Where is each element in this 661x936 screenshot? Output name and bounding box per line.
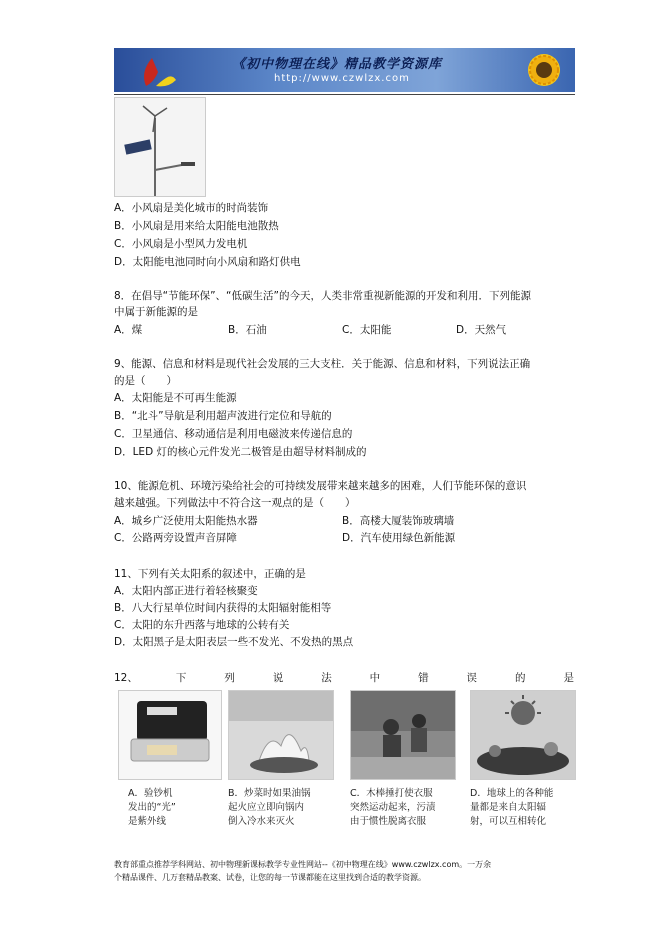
q12-caption-b-line: 倒入冷水来灭火 <box>228 816 295 827</box>
q12-caption-a-line: 发出的“光” <box>128 802 176 813</box>
q12-caption-a <box>128 787 176 829</box>
streetlight-icon <box>115 98 205 196</box>
q11-option-d: D．太阳黑子是太阳表层一些不发光、不发热的黑点 <box>114 636 354 648</box>
prev-option-d: D．太阳能电池同时向小风扇和路灯供电 <box>114 256 301 268</box>
q10-option-a: A．城乡广泛使用太阳能热水器 <box>114 515 258 527</box>
q12-caption-c-line: 突然运动起来，污渍 <box>350 802 436 813</box>
q12-caption-a-line: A．验钞机 <box>128 788 173 799</box>
sun-energy-icon <box>471 691 575 779</box>
q12-stem-char: 法 <box>321 672 332 684</box>
site-title: 《初中物理在线》精品教学资源库 <box>232 57 443 72</box>
q8-option-b: B．石油 <box>228 324 267 336</box>
footer-line1: 教育部重点推荐学科网站、初中物理新课标教学专业性网站--《初中物理在线》www.czwlzx.com。一万余 <box>114 860 492 869</box>
q12-stem-char: 误 <box>466 672 478 684</box>
q9-option-b: B．“北斗”导航是利用超声波进行定位和导航的 <box>114 410 332 422</box>
q12-caption-b <box>228 787 311 829</box>
q10-option-c: C．公路两旁设置声音屏障 <box>114 532 237 544</box>
q9-stem-line1: 9、能源、信息和材料是现代社会发展的三大支柱．关于能源、信息和材料，下列说法正确 <box>114 358 531 370</box>
q12-stem-char: 12、 <box>114 672 138 684</box>
q8-option-d: D．天然气 <box>456 324 507 336</box>
q12-stem-char: 说 <box>272 672 284 684</box>
header-banner <box>114 48 575 92</box>
q11-option-a: A．太阳内部正进行着轻核聚变 <box>114 585 258 597</box>
q10-stem-line2: 越来越强。下列做法中不符合这一观点的是（ ） <box>114 497 356 509</box>
prev-option-c: C．小风扇是小型风力发电机 <box>114 238 248 250</box>
footer-line2: 个精品课件、几万套精品教案、试卷，让您的每一节课都能在这里找到合适的教学资源。 <box>114 873 426 882</box>
q12-caption-c <box>350 787 436 829</box>
q12-caption-a-line: 是紫外线 <box>128 816 167 827</box>
header-rule <box>114 94 575 95</box>
q8-option-c: C．太阳能 <box>342 324 392 336</box>
q12-stem-char: 列 <box>224 672 235 684</box>
q12-stem-char: 错 <box>418 672 429 684</box>
q12-caption-d-line: 量都是来自太阳辐 <box>470 802 547 813</box>
q8-option-a: A．煤 <box>114 324 143 336</box>
q12-caption-b-line: B．炒菜时如果油锅 <box>228 788 311 799</box>
wind-solar-streetlight-image <box>114 97 206 197</box>
q12-image-d-sun-energy <box>470 690 576 780</box>
q9-option-a: A．太阳能是不可再生能源 <box>114 392 237 404</box>
q12-caption-d <box>470 787 553 829</box>
q8-stem-line2: 中属于新能源的是 <box>114 306 198 318</box>
q12-caption-d-line: D．地球上的各种能 <box>470 788 554 799</box>
q9-stem-line2: 的是（ ） <box>114 375 177 387</box>
q12-stem-char: 下 <box>175 672 187 684</box>
q8-stem-line1: 8．在倡导“节能环保”、“低碳生活”的今天，人类非常重视新能源的开发和利用．下列能源 <box>114 290 531 302</box>
q12-image-a-money-detector <box>118 690 222 780</box>
q11-option-c: C．太阳的东升西落与地球的公转有关 <box>114 619 290 631</box>
q12-stem-char: 是 <box>563 672 574 684</box>
q11-stem: 11、下列有关太阳系的叙述中，正确的是 <box>114 568 306 580</box>
q12-stem <box>114 670 574 686</box>
q10-option-b: B．高楼大厦装饰玻璃墙 <box>342 515 455 527</box>
site-url: http://www.czwlzx.com <box>274 73 410 84</box>
prev-option-b: B．小风扇是用来给太阳能电池散热 <box>114 220 279 232</box>
q9-option-d: D．LED 灯的核心元件发光二极管是由超导材料制成的 <box>114 446 367 458</box>
q11-option-b: B．八大行星单位时间内获得的太阳辐射能相等 <box>114 602 332 614</box>
washing-clothes-icon <box>351 691 455 779</box>
q10-option-d: D．汽车使用绿色新能源 <box>342 532 456 544</box>
q12-stem-char: 的 <box>515 672 526 684</box>
kitchen-fire-icon <box>229 691 333 779</box>
q12-image-c-washing-clothes <box>350 690 456 780</box>
q12-caption-c-line: C．木棒捶打使衣服 <box>350 788 433 799</box>
q12-caption-b-line: 起火应立即向锅内 <box>228 802 305 813</box>
q9-option-c: C．卫星通信、移动通信是利用电磁波来传递信息的 <box>114 428 353 440</box>
q12-stem-char: 中 <box>369 672 381 684</box>
q10-stem-line1: 10、能源危机、环境污染给社会的可持续发展带来越来越多的困难，人们节能环保的意识 <box>114 480 527 492</box>
q12-caption-d-line: 射，可以互相转化 <box>470 816 547 827</box>
prev-option-a: A．小风扇是美化城市的时尚装饰 <box>114 202 269 214</box>
q12-caption-c-line: 由于惯性脱离衣服 <box>350 816 427 827</box>
q12-image-b-kitchen-fire <box>228 690 334 780</box>
money-detector-icon <box>119 691 221 779</box>
site-logo-icon <box>132 52 192 90</box>
sunflower-icon <box>514 48 574 92</box>
